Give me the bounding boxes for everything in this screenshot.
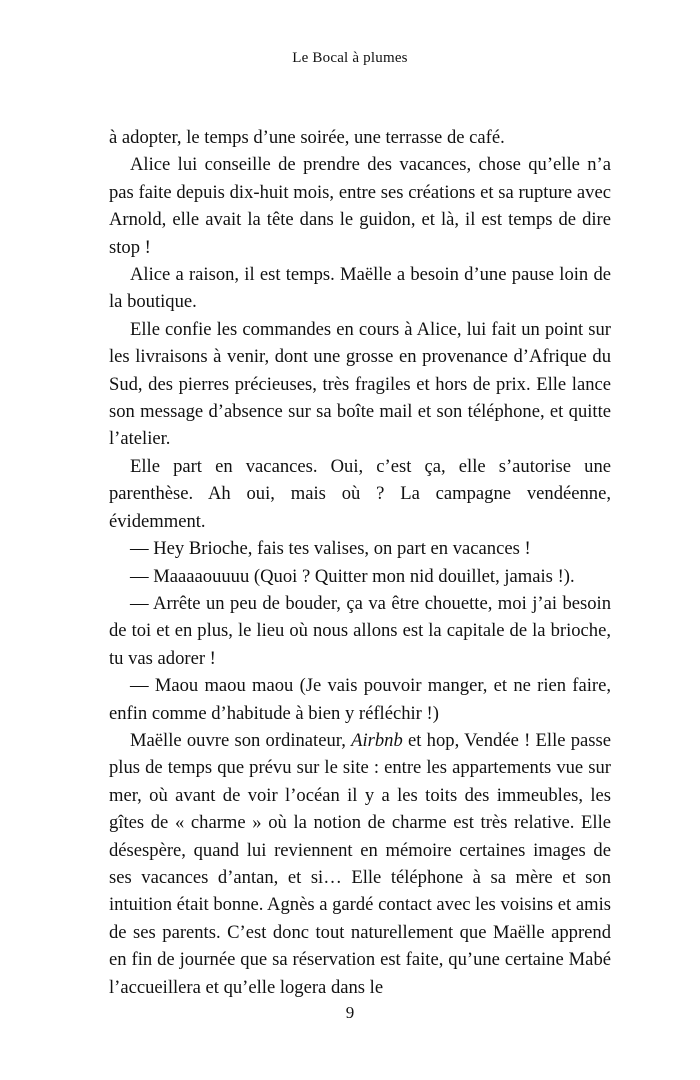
dialogue-line-4: — Maou maou maou (Je vais pouvoir manger, et ne rien faire, enfin comme d’habitude à bien y réfléchir !): [109, 675, 611, 724]
paragraph-2: Alice lui conseille de prendre des vacances, chose qu’elle n’a pas faite depuis dix-huit mois, entre ses créations et sa rupture avec Arnold, elle avait la tête dans le guidon, et là, il est temps de dire stop !: [109, 154, 611, 258]
airbnb-italic: Airbnb: [351, 729, 403, 751]
paragraph-3: Alice a raison, il est temps. Maëlle a besoin d’une pause loin de la boutique.: [109, 264, 611, 313]
paragraph-5: Elle part en vacances. Oui, c’est ça, elle s’autorise une parenthèse. Ah oui, mais où ? La campagne vendéenne, évidemment.: [109, 455, 611, 532]
paragraph-airbnb: [109, 727, 611, 1001]
dialogue-line-2: — Maaaaouuuu (Quoi ? Quitter mon nid douillet, jamais !).: [130, 565, 575, 587]
paragraph-1: à adopter, le temps d’une soirée, une terrasse de café.: [109, 127, 505, 148]
dialogue-line-1: — Hey Brioche, fais tes valises, on part en vacances !: [130, 538, 531, 560]
running-header-title: Le Bocal à plumes: [292, 50, 408, 66]
dialogue-line-3: — Arrête un peu de bouder, ça va être chouette, moi j’ai besoin de toi et en plus, le lieu où nous allons est la capitale de la brioche, tu vas adorer !: [109, 592, 611, 669]
paragraph-airbnb-start: Maëlle ouvre son ordinateur,: [130, 729, 352, 751]
paragraph-4: Elle confie les commandes en cours à Alice, lui fait un point sur les livraisons à venir, dont une grosse en provenance d’Afrique du Sud, des pierres précieuses, très fragiles et hors de prix. Elle lance son message d’absence sur sa boîte mail et son téléphone, et quitte l’atelier.: [109, 318, 611, 450]
paragraph-airbnb-rest: et hop, Vendée ! Elle passe plus de temps que prévu sur le site : entre les appartements vue sur mer, où avant de voir l’océan il y a les toits des immeubles, les gîtes de « charme » où la notion de charme est très relative. Elle désespère, quand lui reviennent en mémoire certaines images de ses vacances d’antan, et si… Elle téléphone à sa mère et son intuition était bonne. Agnès a gardé contact avec les voisins et amis de ses parents. C’est donc tout naturellement que Maëlle apprend en fin de journée que sa réservation est faite, qu’une certaine Mabé l’accueillera et qu’elle logera dans le: [109, 729, 612, 998]
page-number: 9: [345, 1003, 355, 1022]
body-text: [109, 124, 611, 1001]
